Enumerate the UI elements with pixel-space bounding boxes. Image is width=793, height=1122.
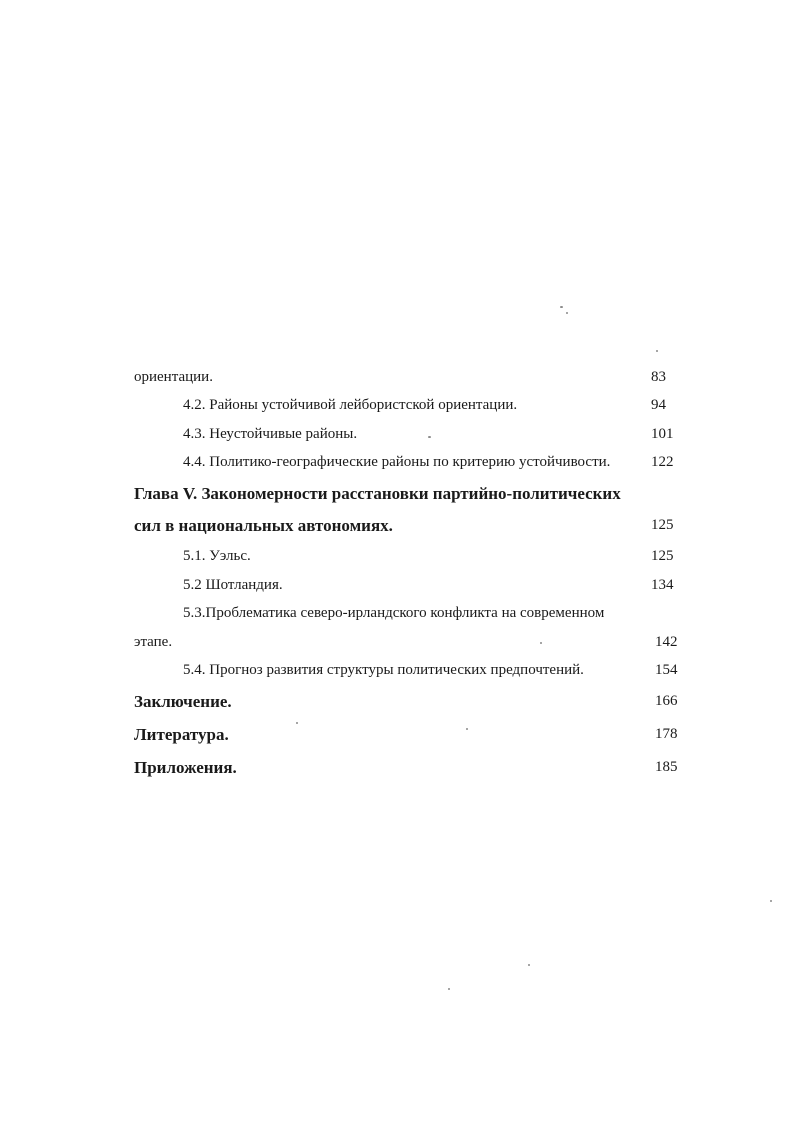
toc-entry-text: ориентации. — [134, 369, 213, 385]
scan-speck — [566, 312, 568, 314]
scan-speck — [540, 642, 542, 644]
toc-entry-page: 101 — [651, 426, 674, 442]
toc-entry-text: 4.4. Политико-географические районы по критерию устойчивости. — [183, 454, 611, 470]
toc-entry-page: 178 — [655, 726, 678, 742]
scan-speck — [560, 306, 563, 308]
toc-entry-text: 5.3.Проблематика северо-ирландского конфликта на современном — [183, 605, 605, 621]
toc-entry-page: 83 — [651, 369, 666, 385]
toc-entry-page: 125 — [651, 517, 674, 533]
toc-section-heading: Заключение. — [134, 692, 232, 711]
scan-speck — [656, 350, 658, 352]
toc-entry-page: 122 — [651, 454, 674, 470]
toc-entry-text: 4.2. Районы устойчивой лейбористской ориентации. — [183, 397, 518, 413]
toc-entry-page: 125 — [651, 548, 674, 564]
toc-section-heading: Литература. — [134, 725, 229, 744]
toc-entry-page: 94 — [651, 397, 666, 413]
toc-entry-text: 5.1. Уэльс. — [183, 548, 251, 564]
scan-speck — [466, 728, 468, 730]
toc-entry-page: 134 — [651, 577, 674, 593]
toc-chapter-heading: Глава V. Закономерности расстановки партийно-политических — [134, 484, 621, 503]
toc-entry-page: 154 — [655, 662, 678, 678]
scan-speck — [428, 436, 431, 438]
scan-speck — [528, 964, 530, 966]
toc-entry-page: 142 — [655, 634, 678, 650]
scan-speck — [770, 900, 772, 902]
scan-speck — [448, 988, 450, 990]
toc-entry-page: 166 — [655, 693, 678, 709]
toc-entry-text: 5.4. Прогноз развития структуры политических предпочтений. — [183, 662, 584, 678]
toc-entry-text: этапе. — [134, 634, 173, 650]
toc-entry-text: 4.3. Неустойчивые районы. — [183, 426, 358, 442]
toc-entry-page: 185 — [655, 759, 678, 775]
toc-chapter-heading: сил в национальных автономиях. — [134, 516, 393, 535]
toc-entry-text: 5.2 Шотландия. — [183, 577, 283, 593]
scan-speck — [296, 722, 298, 724]
toc-section-heading: Приложения. — [134, 758, 237, 777]
